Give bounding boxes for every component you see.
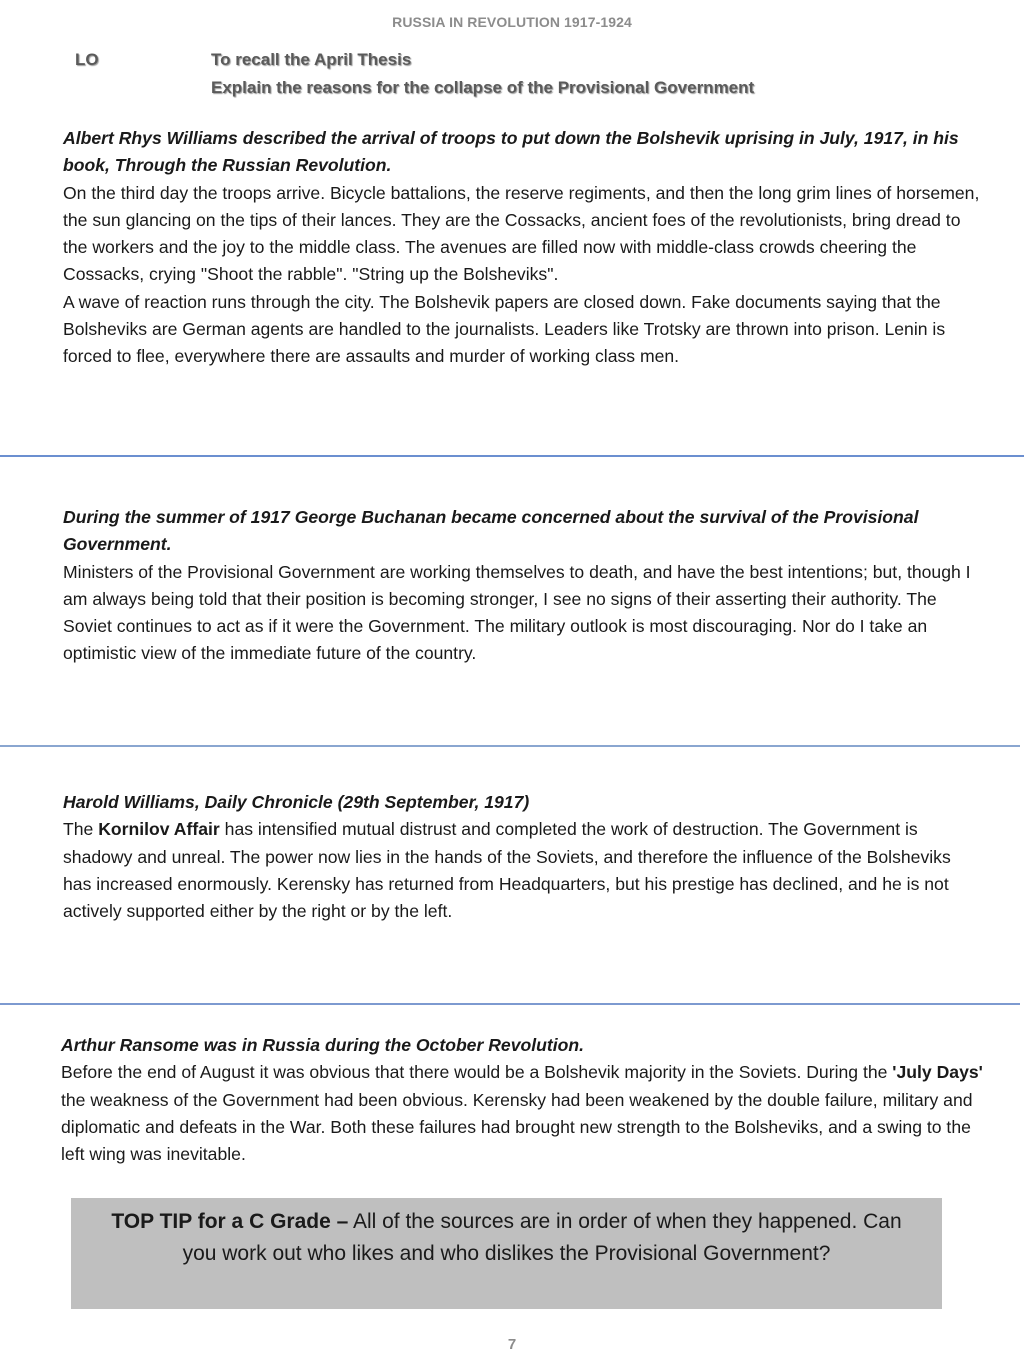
top-tip-text: All of the sources are in order of when they happened. Can you work out who likes and who dislikes the Provisional Government?	[182, 1210, 902, 1265]
body-text: Before the end of August it was obvious that there would be a Bolshevik majority in the Soviets. During the	[61, 1062, 893, 1083]
top-tip-label: TOP TIP for a C Grade –	[111, 1210, 349, 1233]
lo-label: LO	[75, 50, 99, 69]
body-text: The	[63, 819, 99, 840]
source-intro: During the summer of 1917 George Buchanan became concerned about the survival of the Provisional Government.	[63, 507, 919, 555]
source-harold-williams	[63, 789, 983, 925]
source-body	[63, 816, 983, 925]
source-body: On the third day the troops arrive. Bicycle battalions, the reserve regiments, and then the long grim lines of horsemen, the sun glancing on the tips of their lances. They are the Cossacks, ancient foes of the revolutionists, bring dread to the workers and the joy to the middle class. The avenues are filled now with middle-class crowds cheering the Cossacks, crying "Shoot the rabble". "String up the Bolsheviks".	[63, 182, 980, 285]
section-divider	[0, 455, 1024, 457]
section-divider	[0, 1003, 1020, 1005]
source-intro: Harold Williams, Daily Chronicle (29th September, 1917)	[63, 792, 530, 812]
source-ransome	[61, 1032, 991, 1168]
source-body	[61, 1059, 991, 1168]
body-text: has intensified mutual distrust and completed the work of destruction. The Government is shadowy and unreal. The power now lies in the hands of the Soviets, and therefore the influence of the Bolsheviks has increased enormously. Kerensky has returned from Headquarters, but his prestige has declined, and he is not actively supported either by the right or by the left.	[63, 819, 951, 922]
source-intro: Arthur Ransome was in Russia during the October Revolution.	[61, 1035, 584, 1055]
source-body: A wave of reaction runs through the city. The Bolshevik papers are closed down. Fake documents saying that the Bolsheviks are German agents are handled to the journalists. Leaders like Trotsky are thrown into prison. Lenin is forced to flee, everywhere there are assaults and murder of working class men.	[63, 291, 946, 367]
section-divider	[0, 745, 1020, 747]
source-intro: Albert Rhys Williams described the arrival of troops to put down the Bolshevik uprising in July, 1917, in his book, Through the Russian Revolution.	[63, 128, 959, 176]
page-header-title: RUSSIA IN REVOLUTION 1917-1924	[392, 14, 632, 30]
top-tip-box	[71, 1198, 942, 1309]
source-body: Ministers of the Provisional Government are working themselves to death, and have the best intentions; but, though I am always being told that their position is becoming stronger, I see no signs of their asserting their authority. The Soviet continues to act as if it were the Government. The military outlook is most discouraging. Nor do I take an optimistic view of the immediate future of the country.	[63, 561, 971, 664]
body-emphasis: 'July Days'	[892, 1062, 983, 1083]
lo-list	[211, 46, 754, 102]
lo-item: To recall the April Thesis	[211, 50, 412, 69]
source-buchanan	[63, 504, 983, 668]
lo-item: Explain the reasons for the collapse of the Provisional Government	[211, 78, 755, 97]
page-number: 7	[507, 1336, 517, 1353]
body-emphasis: Kornilov Affair	[98, 819, 220, 840]
body-text: the weakness of the Government had been obvious. Kerensky had been weakened by the double failure, military and diplomatic and defeats in the War. Both these failures had brought new strength to the Bolsheviks, and a swing to the left wing was inevitable.	[61, 1089, 973, 1165]
source-williams	[63, 125, 983, 371]
